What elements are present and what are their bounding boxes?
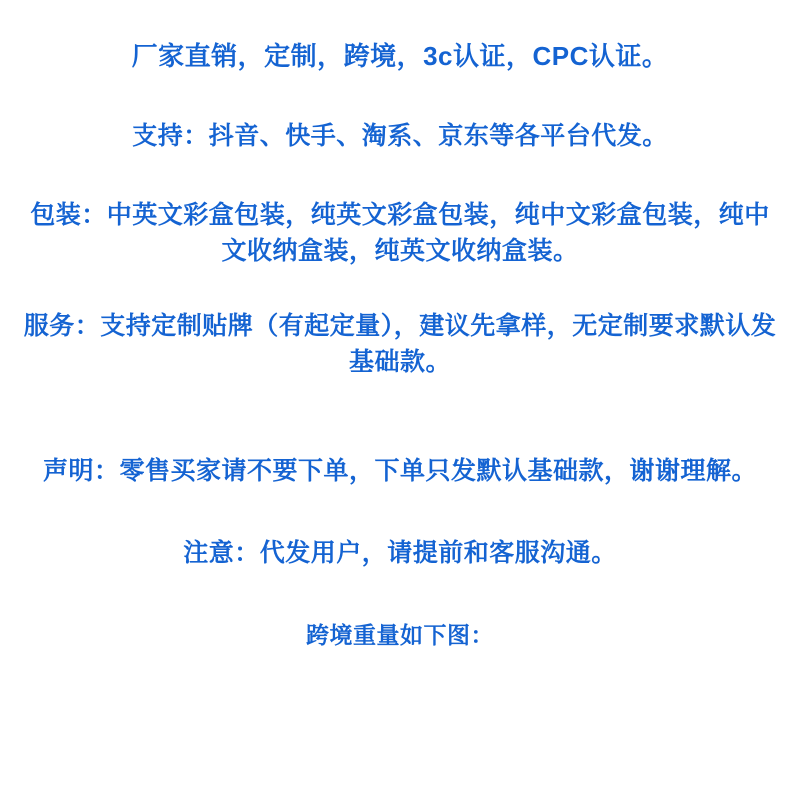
packaging-options-text: 包装：中英文彩盒包装，纯英文彩盒包装，纯中文彩盒包装，纯中文收纳盒装，纯英文收纳盒装。 [30, 201, 770, 265]
crossborder-weight-caption: 跨境重量如下图： [306, 622, 494, 649]
notice-text: 注意：代发用户，请提前和客服沟通。 [183, 538, 617, 567]
support-channels-text: 支持：抖音、快手、淘系、京东等各平台代发。 [132, 121, 668, 150]
statement-text: 声明：零售买家请不要下单，下单只发默认基础款，谢谢理解。 [42, 457, 757, 486]
service-terms-text: 服务：支持定制贴牌（有起定量），建议先拿样，无定制要求默认发基础款。 [23, 312, 777, 376]
headline-text: 厂家直销，定制，跨境，3c认证，CPC认证。 [131, 41, 669, 71]
